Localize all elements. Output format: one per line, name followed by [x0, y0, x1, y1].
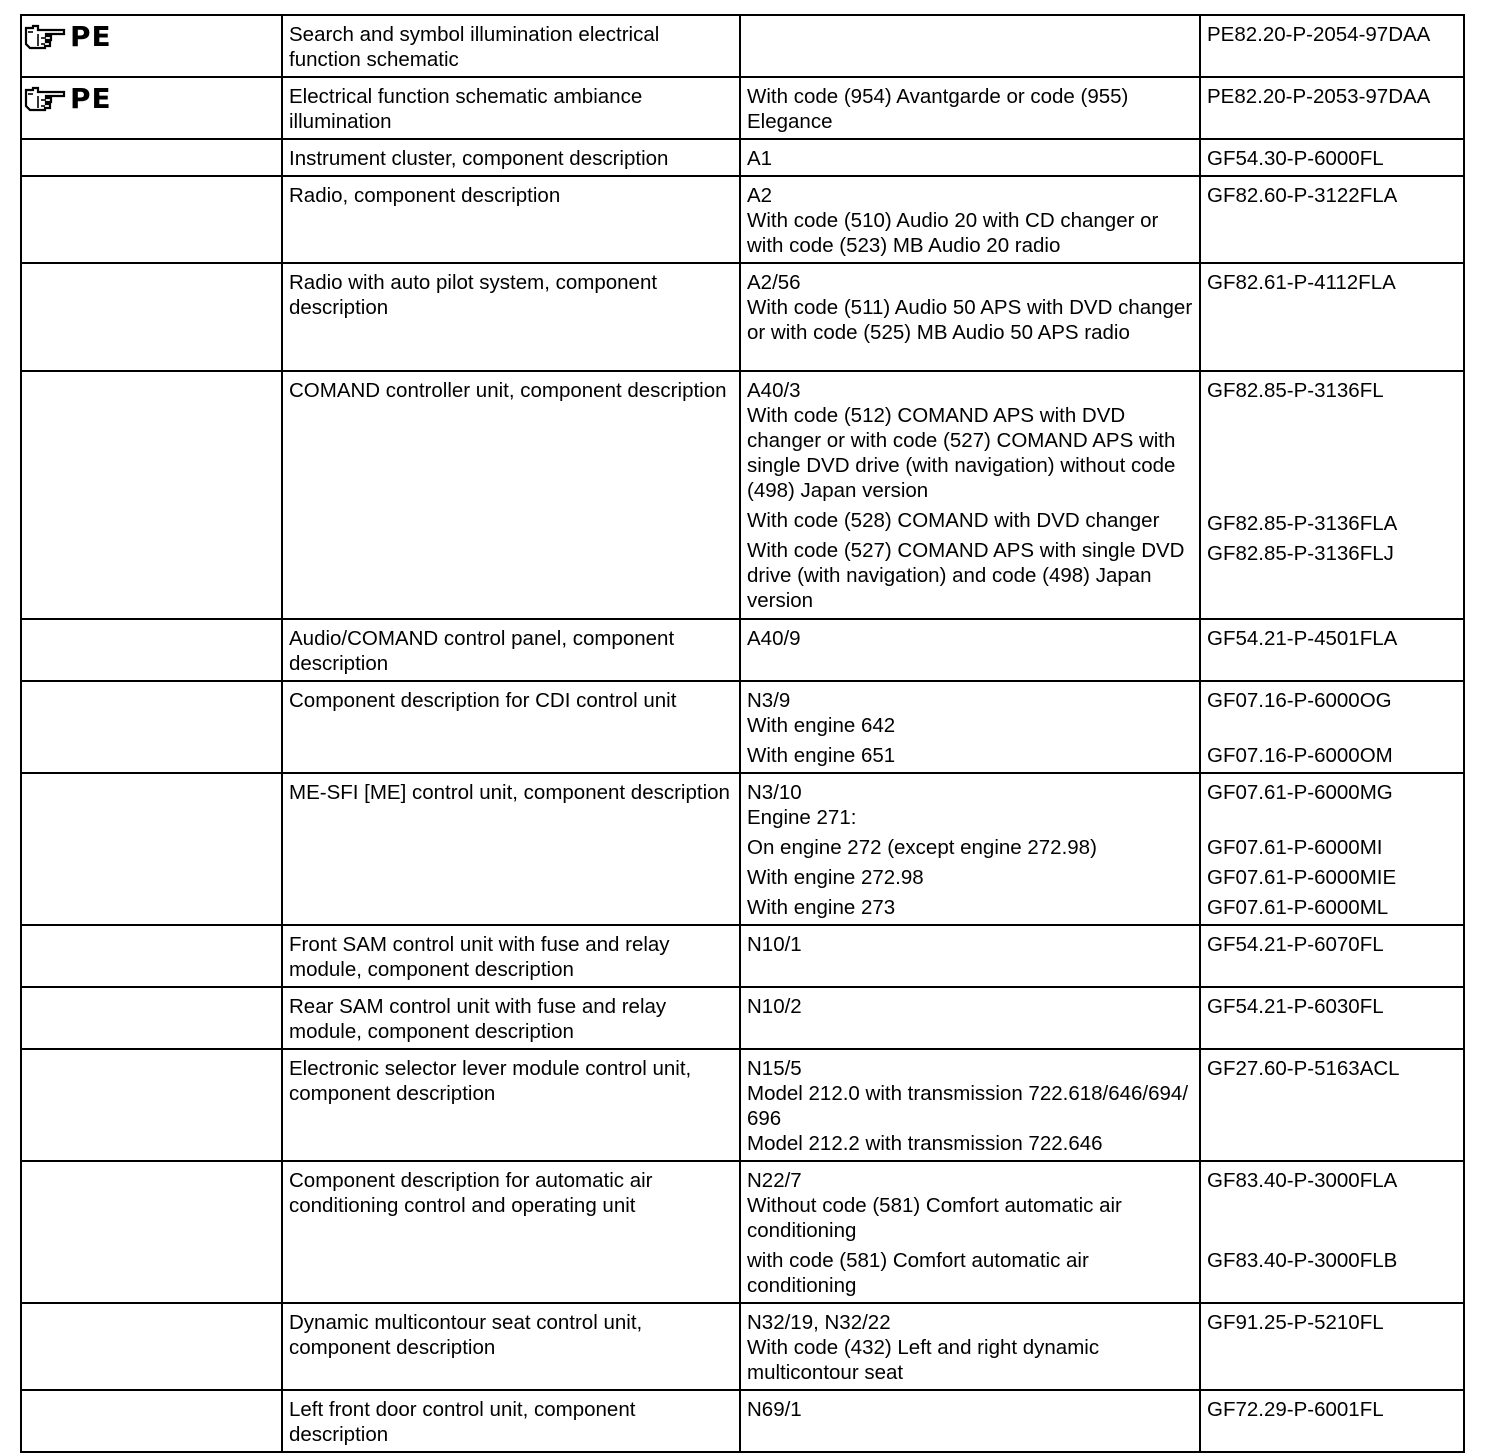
document-cell — [1200, 15, 1464, 77]
table-row — [21, 987, 1464, 1049]
document-number-link[interactable]: GF07.61-P-6000MI — [1207, 836, 1383, 859]
description-cell: Component description for automatic air conditioning control and operating unit — [282, 1161, 740, 1303]
document-number-link[interactable]: GF82.60-P-3122FLA — [1207, 184, 1398, 207]
document-number-link[interactable]: PE82.20-P-2053-97DAA — [1207, 85, 1431, 108]
reference-table — [20, 14, 1465, 1453]
condition-cell — [740, 15, 1200, 77]
marker-cell — [21, 139, 282, 176]
description-cell: Radio with auto pilot system, component description — [282, 263, 740, 371]
condition-line: Without code (581) Comfort automatic air conditioning — [747, 1194, 1122, 1242]
table-row — [21, 15, 1464, 77]
condition-line: On engine 272 (except engine 272.98) — [747, 836, 1097, 859]
condition-line: A40/9 — [747, 627, 801, 650]
pe-marker-text: PE — [70, 20, 112, 53]
condition-line: With code (510) Audio 20 with CD changer or with code (523) MB Audio 20 radio — [747, 209, 1159, 257]
document-cell — [1200, 1049, 1464, 1161]
condition-cell — [740, 925, 1200, 987]
pe-link[interactable] — [24, 82, 277, 116]
condition-cell — [740, 1049, 1200, 1161]
table-row — [21, 139, 1464, 176]
condition-line: N3/10 — [747, 781, 802, 804]
condition-line: A1 — [747, 147, 773, 170]
document-number-link[interactable]: GF83.40-P-3000FLB — [1207, 1249, 1398, 1272]
condition-line: N10/1 — [747, 933, 802, 956]
condition-line: With engine 273 — [747, 896, 896, 919]
table-row — [21, 619, 1464, 681]
description-cell: Left front door control unit, component description — [282, 1390, 740, 1452]
table-row — [21, 1303, 1464, 1390]
document-number-link[interactable]: GF27.60-P-5163ACL — [1207, 1057, 1400, 1080]
marker-cell — [21, 1303, 282, 1390]
condition-line: With code (527) COMAND APS with single DVD drive (with navigation) and code (498) Japan version — [747, 539, 1185, 612]
marker-cell — [21, 681, 282, 773]
description-cell: Front SAM control unit with fuse and relay module, component description — [282, 925, 740, 987]
condition-line: N32/19, N32/22 — [747, 1311, 891, 1334]
document-number-link[interactable]: GF82.85-P-3136FL — [1207, 379, 1384, 402]
condition-line: A40/3 — [747, 379, 801, 402]
description-cell: ME-SFI [ME] control unit, component description — [282, 773, 740, 925]
table-row — [21, 77, 1464, 139]
pointing-hand-icon — [24, 24, 66, 50]
document-number-link[interactable]: GF07.61-P-6000ML — [1207, 896, 1389, 919]
condition-cell — [740, 263, 1200, 371]
table-row — [21, 263, 1464, 371]
description-cell: Dynamic multicontour seat control unit, component description — [282, 1303, 740, 1390]
description-cell: Electrical function schematic ambiance illumination — [282, 77, 740, 139]
condition-cell — [740, 681, 1200, 773]
condition-cell — [740, 987, 1200, 1049]
table-row — [21, 773, 1464, 925]
marker-cell — [21, 1390, 282, 1452]
description-cell: Electronic selector lever module control unit, component description — [282, 1049, 740, 1161]
marker-cell — [21, 925, 282, 987]
table-row — [21, 1049, 1464, 1161]
document-cell — [1200, 987, 1464, 1049]
marker-cell — [21, 773, 282, 925]
pe-link[interactable] — [24, 20, 277, 54]
document-number-link[interactable]: GF82.61-P-4112FLA — [1207, 271, 1396, 294]
marker-cell — [21, 619, 282, 681]
document-number-link[interactable]: GF54.21-P-6030FL — [1207, 995, 1384, 1018]
marker-cell — [21, 1161, 282, 1303]
document-cell — [1200, 773, 1464, 925]
description-cell: Radio, component description — [282, 176, 740, 263]
condition-line: N3/9 — [747, 689, 791, 712]
marker-cell — [21, 987, 282, 1049]
document-cell — [1200, 1390, 1464, 1452]
document-number-link[interactable]: GF82.85-P-3136FLA — [1207, 512, 1398, 535]
description-cell: COMAND controller unit, component description — [282, 371, 740, 619]
condition-cell — [740, 139, 1200, 176]
condition-line: Model 212.2 with transmission 722.646 — [747, 1132, 1103, 1155]
condition-line: A2 — [747, 184, 773, 207]
condition-line: A2/56 — [747, 271, 801, 294]
document-cell — [1200, 77, 1464, 139]
document-cell — [1200, 371, 1464, 619]
condition-line: With code (528) COMAND with DVD changer — [747, 509, 1160, 532]
document-number-link[interactable]: GF83.40-P-3000FLA — [1207, 1169, 1398, 1192]
description-cell: Search and symbol illumination electrical function schematic — [282, 15, 740, 77]
table-row — [21, 371, 1464, 619]
description-cell: Instrument cluster, component description — [282, 139, 740, 176]
description-cell: Audio/COMAND control panel, component description — [282, 619, 740, 681]
condition-line: With engine 272.98 — [747, 866, 924, 889]
document-number-link[interactable]: GF07.61-P-6000MG — [1207, 781, 1393, 804]
document-number-link[interactable]: GF82.85-P-3136FLJ — [1207, 542, 1394, 565]
description-cell: Component description for CDI control unit — [282, 681, 740, 773]
condition-line: N69/1 — [747, 1398, 802, 1421]
document-number-link[interactable]: GF07.61-P-6000MIE — [1207, 866, 1397, 889]
condition-line: With engine 642 — [747, 714, 896, 737]
condition-line: With code (511) Audio 50 APS with DVD changer or with code (525) MB Audio 50 APS radio — [747, 296, 1193, 344]
marker-cell — [21, 15, 282, 77]
condition-line: with code (581) Comfort automatic air conditioning — [747, 1249, 1089, 1297]
document-cell — [1200, 925, 1464, 987]
document-cell — [1200, 263, 1464, 371]
condition-cell — [740, 1303, 1200, 1390]
condition-line: Engine 271: — [747, 806, 857, 829]
condition-line: N15/5 — [747, 1057, 802, 1080]
condition-line: Model 212.0 with transmission 722.618/646/694/ 696 — [747, 1082, 1189, 1130]
condition-cell — [740, 1390, 1200, 1452]
document-cell — [1200, 176, 1464, 263]
table-row — [21, 681, 1464, 773]
pe-marker-text: PE — [70, 82, 112, 115]
document-number-link[interactable]: GF54.21-P-4501FLA — [1207, 627, 1398, 650]
document-cell — [1200, 681, 1464, 773]
marker-cell — [21, 1049, 282, 1161]
condition-cell — [740, 619, 1200, 681]
condition-cell — [740, 1161, 1200, 1303]
document-cell — [1200, 139, 1464, 176]
condition-line: With code (432) Left and right dynamic multicontour seat — [747, 1336, 1100, 1384]
table-row — [21, 1390, 1464, 1452]
document-number-link[interactable]: GF72.29-P-6001FL — [1207, 1398, 1384, 1421]
condition-line: N22/7 — [747, 1169, 802, 1192]
condition-cell — [740, 176, 1200, 263]
document-cell — [1200, 619, 1464, 681]
condition-cell — [740, 773, 1200, 925]
document-number-link[interactable]: GF54.30-P-6000FL — [1207, 147, 1384, 170]
marker-cell — [21, 176, 282, 263]
table-row — [21, 925, 1464, 987]
condition-line: With code (512) COMAND APS with DVD changer or with code (527) COMAND APS with single DVD drive (with navigation) without code (498) Japan version — [747, 404, 1176, 502]
marker-cell — [21, 77, 282, 139]
pointing-hand-icon — [24, 86, 66, 112]
description-cell: Rear SAM control unit with fuse and relay module, component description — [282, 987, 740, 1049]
marker-cell — [21, 263, 282, 371]
condition-line: With engine 651 — [747, 744, 896, 767]
document-cell — [1200, 1303, 1464, 1390]
document-number-link[interactable]: PE82.20-P-2054-97DAA — [1207, 23, 1431, 46]
condition-cell — [740, 371, 1200, 619]
condition-cell — [740, 77, 1200, 139]
condition-line: N10/2 — [747, 995, 802, 1018]
marker-cell — [21, 371, 282, 619]
document-number-link[interactable]: GF54.21-P-6070FL — [1207, 933, 1384, 956]
document-cell — [1200, 1161, 1464, 1303]
condition-line: With code (954) Avantgarde or code (955) Elegance — [747, 85, 1129, 133]
table-row — [21, 176, 1464, 263]
table-row — [21, 1161, 1464, 1303]
document-number-link[interactable]: GF91.25-P-5210FL — [1207, 1311, 1384, 1334]
document-number-link[interactable]: GF07.16-P-6000OM — [1207, 744, 1393, 767]
document-number-link[interactable]: GF07.16-P-6000OG — [1207, 689, 1392, 712]
